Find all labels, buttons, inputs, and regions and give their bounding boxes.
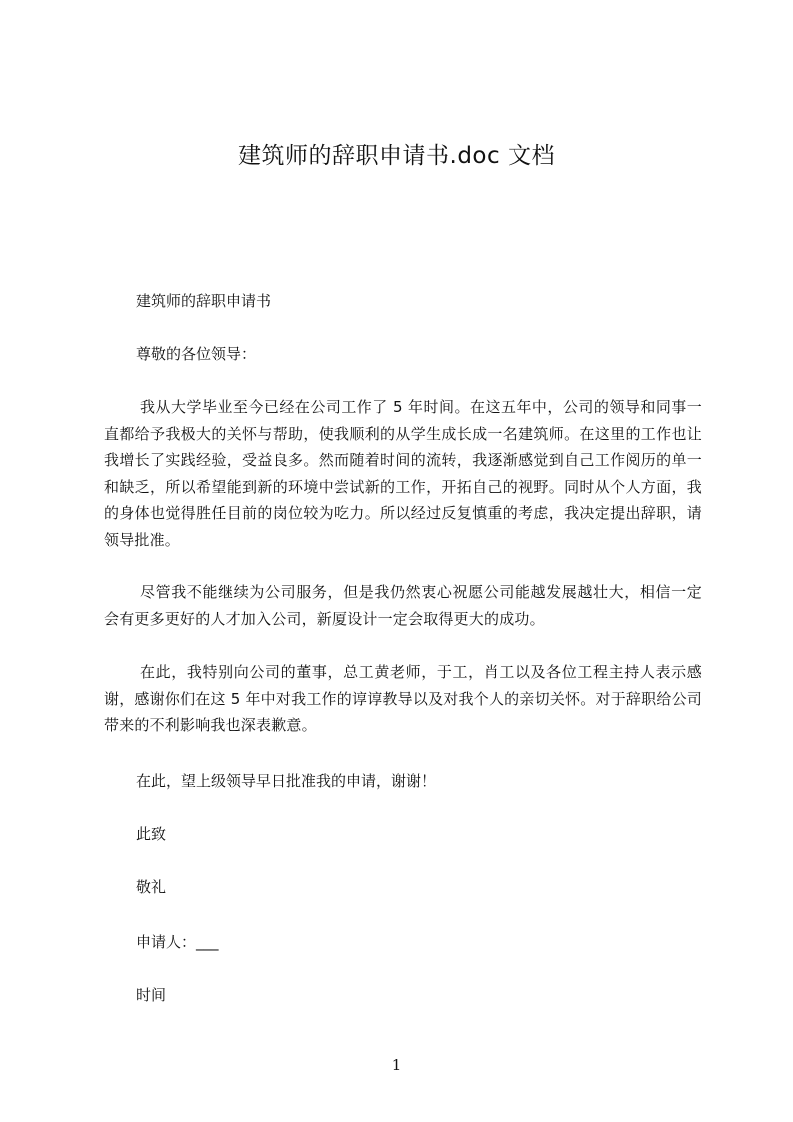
time-line: 时间: [136, 986, 167, 1004]
closing-line-1: 此致: [136, 825, 167, 843]
closing-line-2: 敬礼: [136, 878, 167, 896]
applicant-line: 申请人：___: [136, 933, 219, 951]
body-paragraph-2: 尽管我不能继续为公司服务，但是我仍然衷心祝愿公司能越发展越壮大，相信一定会有更多更好的人才加入公司，新厦设计一定会取得更大的成功。: [104, 583, 702, 628]
document-title: 建筑师的辞职申请书.doc 文档: [238, 143, 555, 169]
letter-heading: 建筑师的辞职申请书: [136, 292, 272, 310]
page-number: 1: [391, 1056, 402, 1074]
request-line: 在此，望上级领导早日批准我的申请，谢谢！: [136, 772, 437, 790]
body-paragraph-3: 在此，我特别向公司的董事，总工黄老师，于工，肖工以及各位工程主持人表示感谢，感谢你们在这 5 年中对我工作的谆谆教导以及对我个人的亲切关怀。对于辞职给公司带来的不利影响我也深表歉意。: [104, 663, 702, 734]
salutation: 尊敬的各位领导：: [136, 345, 257, 363]
body-paragraph-1: 我从大学毕业至今已经在公司工作了 5 年时间。在这五年中，公司的领导和同事一直都给予我极大的关怀与帮助，使我顺利的从学生成长成一名建筑师。在这里的工作也让我增长了实践经验，受益良多。然而随着时间的流转，我逐渐感觉到自己工作阅历的单一和缺乏，所以希望能到新的环境中尝试新的工作，开拓自己的视野。同时从个人方面，我的身体也觉得胜任目前的岗位较为吃力。所以经过反复慎重的考虑，我决定提出辞职，请领导批准。: [104, 398, 702, 549]
